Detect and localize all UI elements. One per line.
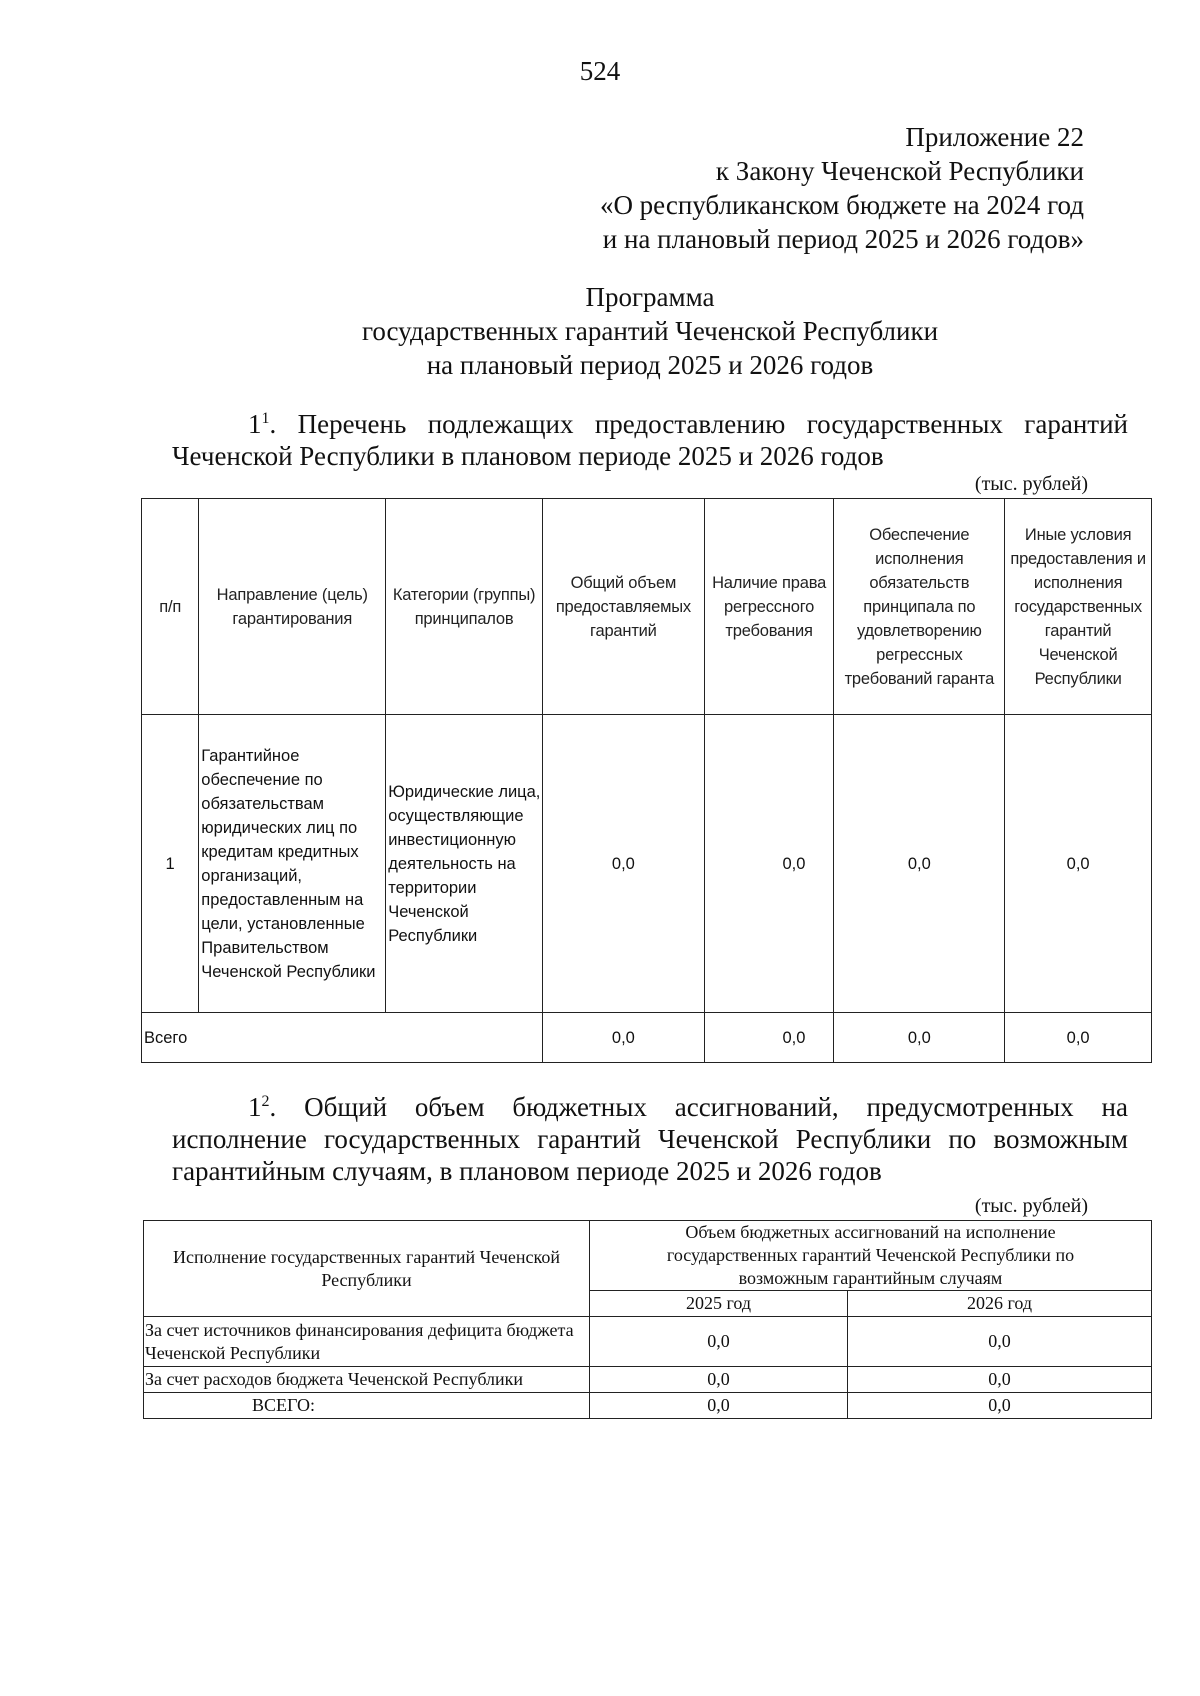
col-header-direction: Направление (цель) гарантирования — [199, 499, 386, 715]
cell-label: За счет источников финансирования дефицита бюджета Чеченской Республики — [144, 1317, 590, 1367]
total-label: ВСЕГО: — [144, 1393, 590, 1419]
col-header-volume: Общий объем предоставляемых гарантий — [542, 499, 704, 715]
total-2025: 0,0 — [590, 1393, 848, 1419]
page-number: 524 — [579, 56, 621, 86]
col-header-appropriations: Объем бюджетных ассигнований на исполнение государственных гарантий Чеченской Республики по возможным гарантийным случаям — [590, 1221, 1152, 1291]
col-header-category: Категории (группы) принципалов — [386, 499, 543, 715]
section-number: 1 — [248, 1092, 262, 1122]
section-text: . Общий объем бюджетных ассигнований, предусмотренных на исполнение государственных гарантий Чеченской Республики по возможным гарантийным случаям, в плановом периоде 2025 и 2026 годов — [172, 1092, 1128, 1186]
total-row — [142, 1013, 1152, 1063]
table-row — [144, 1317, 1152, 1367]
document-title — [0, 280, 1200, 382]
col-header-regress: Наличие права регрессного требования — [704, 499, 834, 715]
table-row — [142, 715, 1152, 1013]
total-label: Всего — [142, 1013, 543, 1063]
total-other: 0,0 — [1005, 1013, 1152, 1063]
title-line: Программа — [585, 282, 715, 312]
cell-2025: 0,0 — [590, 1367, 848, 1393]
col-header-execution: Исполнение государственных гарантий Чеченской Республики — [144, 1221, 590, 1317]
cell-2025: 0,0 — [590, 1317, 848, 1367]
cell-2026: 0,0 — [848, 1367, 1152, 1393]
cell-volume: 0,0 — [542, 715, 704, 1013]
col-header-other: Иные условия предоставления и исполнения государственных гарантий Чеченской Республики — [1005, 499, 1152, 715]
cell-security: 0,0 — [834, 715, 1005, 1013]
cell-direction: Гарантийное обеспечение по обязательствам юридических лиц по кредитам кредитных организаций, предоставленным на цели, установленные Правительством Чеченской Республики — [199, 715, 386, 1013]
table-header-row — [144, 1221, 1152, 1291]
appendix-line: Приложение 22 — [905, 122, 1084, 152]
col-header-2025: 2025 год — [590, 1291, 848, 1317]
section-2-heading — [172, 1091, 1128, 1187]
section-sup: 2 — [261, 1093, 270, 1110]
table-header-row — [142, 499, 1152, 715]
appendix-line: к Закону Чеченской Республики — [715, 156, 1084, 186]
cell-num: 1 — [142, 715, 199, 1013]
col-header-security: Обеспечение исполнения обязательств принципала по удовлетворению регрессных требований гаранта — [834, 499, 1005, 715]
units-label: (тыс. рублей) — [974, 1195, 1088, 1217]
col-header-2026: 2026 год — [848, 1291, 1152, 1317]
total-volume: 0,0 — [542, 1013, 704, 1063]
section-1-heading — [172, 408, 1128, 472]
total-row — [144, 1393, 1152, 1419]
cell-label: За счет расходов бюджета Чеченской Республики — [144, 1367, 590, 1393]
appendix-header — [600, 120, 1084, 256]
appropriations-table — [143, 1220, 1152, 1419]
title-line: государственных гарантий Чеченской Республики — [361, 316, 939, 346]
cell-2026: 0,0 — [848, 1317, 1152, 1367]
table-row — [144, 1367, 1152, 1393]
section-text: . Перечень подлежащих предоставлению государственных гарантий Чеченской Республики в плановом периоде 2025 и 2026 годов — [172, 409, 1128, 471]
col-header-num: п/п — [142, 499, 199, 715]
total-security: 0,0 — [834, 1013, 1005, 1063]
units-label: (тыс. рублей) — [974, 473, 1088, 495]
section-sup: 1 — [261, 410, 270, 427]
cell-regress: 0,0 — [704, 715, 834, 1013]
appendix-line: «О республиканском бюджете на 2024 год — [599, 190, 1084, 220]
section-number: 1 — [248, 409, 262, 439]
cell-category: Юридические лица, осуществляющие инвестиционную деятельность на территории Чеченской Республики — [386, 715, 543, 1013]
appendix-line: и на плановый период 2025 и 2026 годов» — [602, 224, 1084, 254]
title-line: на плановый период 2025 и 2026 годов — [426, 350, 874, 380]
total-regress: 0,0 — [704, 1013, 834, 1063]
cell-other: 0,0 — [1005, 715, 1152, 1013]
guarantees-table — [141, 498, 1152, 1063]
total-2026: 0,0 — [848, 1393, 1152, 1419]
